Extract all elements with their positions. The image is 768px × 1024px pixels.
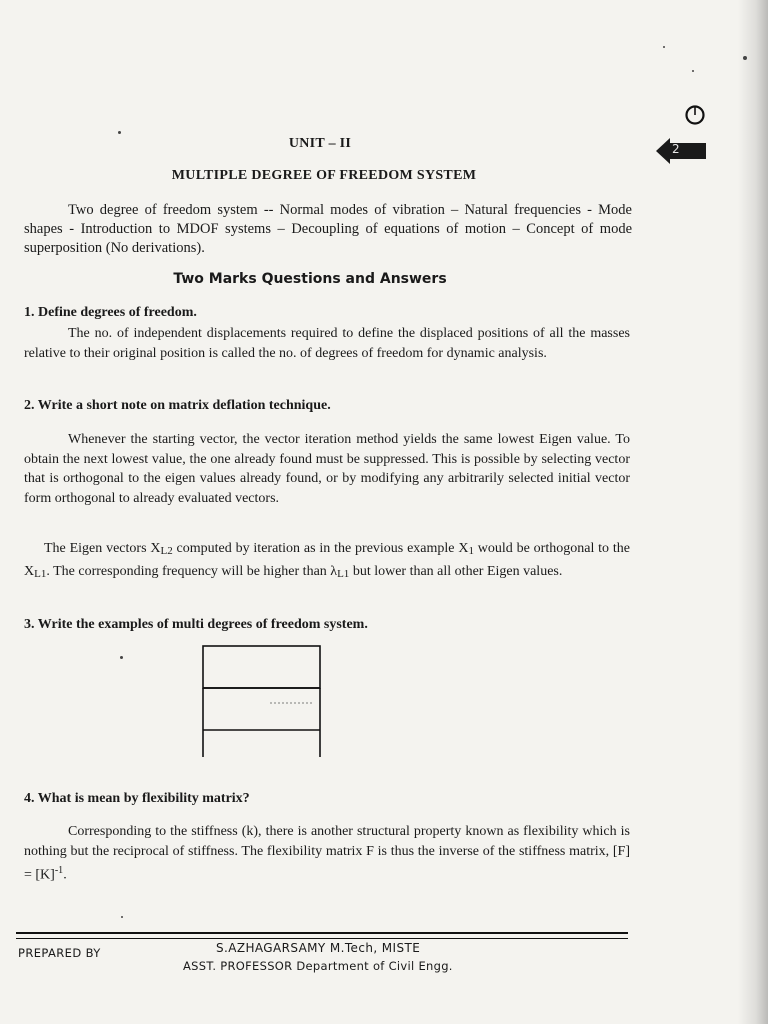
unit-heading: UNIT – II [288, 136, 352, 151]
chapter-tab-marker [656, 138, 706, 164]
text-run: would be orthogonal to the X [24, 541, 630, 579]
question-1-title: 1. Define degrees of freedom. [24, 305, 197, 320]
section-heading: Two Marks Questions and Answers [173, 271, 447, 287]
subscript: L2 [160, 545, 173, 557]
scan-speck [118, 131, 121, 134]
subscript: L1 [34, 567, 47, 580]
page-edge-shadow [738, 0, 768, 1024]
text-run: but lower than all other Eigen values. [349, 563, 563, 579]
question-4-answer-text: Corresponding to the stiffness (k), there is another structural property known as flexibility which is nothing but the reciprocal of stiffness. The flexibility matrix F is thus the inverse of the stiffness matrix, [F] = [K] [24, 824, 630, 883]
author-designation: ASST. PROFESSOR Department of Civil Engg. [183, 959, 453, 973]
superscript: -1 [54, 865, 64, 876]
scan-speck [743, 56, 747, 60]
text-run: The Eigen vectors X [44, 541, 161, 556]
scan-speck [692, 70, 694, 72]
subscript: L1 [337, 567, 350, 580]
frame-top-storey [203, 646, 320, 688]
text-run: . The corresponding frequency will be higher than λ [46, 563, 338, 579]
question-1-answer [24, 324, 630, 363]
question-3-title: 3. Write the examples of multi degrees of freedom system. [24, 617, 368, 632]
question-1-answer-text: The no. of independent displacements required to define the displaced positions of all the masses relative to their original position is called the no. of degrees of freedom for dynamic analysis. [24, 326, 630, 361]
subscript: 1 [468, 545, 474, 557]
scan-speck [121, 916, 123, 918]
text-run: computed by iteration as in the previous example X [172, 541, 469, 556]
tab-number: 2 [672, 142, 680, 156]
syllabus-text: Two degree of freedom system -- Normal modes of vibration – Natural frequencies - Mode shapes - Introduction to MDOF systems – Decoupling of equations of motion – Concept of mode superposition (No derivations). [24, 202, 632, 256]
prepared-by-label: PREPARED BY [18, 946, 101, 960]
question-2-title: 2. Write a short note on matrix deflation technique. [24, 398, 331, 413]
text-run: . [63, 867, 67, 883]
footer-rule [16, 932, 628, 939]
question-2-answer-text: Whenever the starting vector, the vector iteration method yields the same lowest Eigen value. To obtain the next lowest value, the one already found must be suppressed. This is possible by selecting vector that is orthogonal to the eigen values already found, or by modifying any arbitrarily selected initial vector form orthogonal to already evaluated vectors. [24, 432, 630, 506]
question-2-answer-continued [24, 539, 630, 584]
question-4-answer [24, 822, 630, 885]
arrow-tab-icon [656, 138, 706, 164]
scan-speck [120, 656, 123, 659]
question-2-answer [24, 430, 630, 508]
chapter-title: MULTIPLE DEGREE OF FREEDOM SYSTEM [171, 168, 477, 183]
scan-speck [663, 46, 665, 48]
multi-storey-frame-diagram [202, 645, 321, 757]
author-name: S.AZHAGARSAMY M.Tech, MISTE [216, 941, 421, 955]
question-4-title: 4. What is mean by flexibility matrix? [24, 791, 250, 806]
circle-mark-icon [684, 104, 706, 126]
syllabus-paragraph [24, 201, 632, 258]
